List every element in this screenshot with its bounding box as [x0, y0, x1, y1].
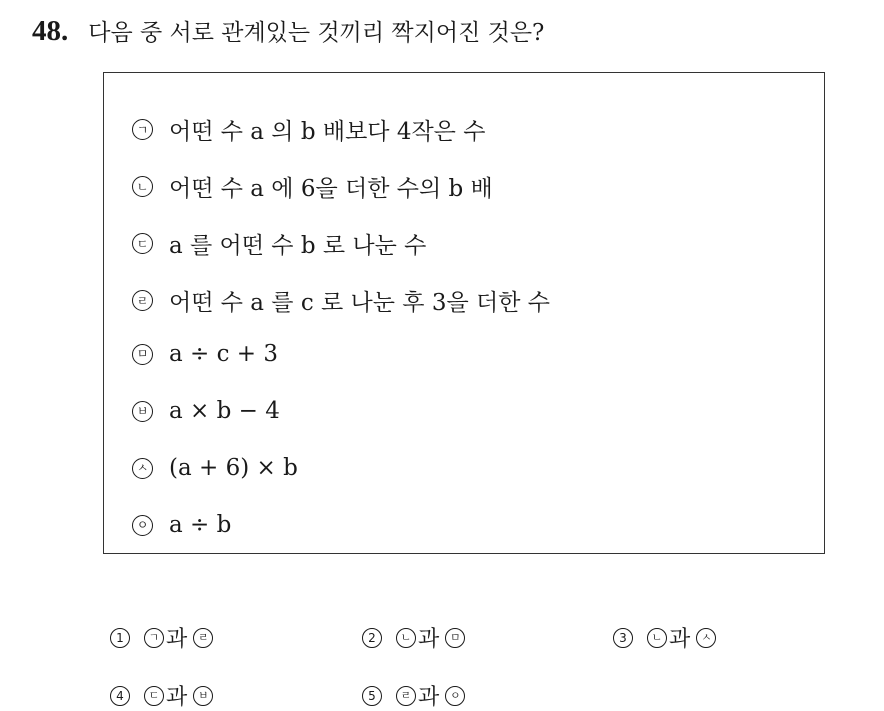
option-number: 5 — [362, 686, 382, 706]
item-marker: ㅅ — [132, 458, 153, 479]
item-text: a 를 어떤 수 b 로 나눈 수 — [169, 233, 427, 259]
option-connector: 과 — [418, 685, 440, 710]
option-marker-second: ㄹ — [193, 628, 213, 648]
option-marker-first: ㄴ — [647, 628, 667, 648]
item-text: 어떤 수 a 의 b 배보다 4작은 수 — [169, 119, 486, 145]
statement-item — [132, 227, 426, 260]
answer-option-4[interactable] — [110, 680, 215, 711]
statement-item — [132, 170, 493, 203]
option-marker-first: ㄱ — [144, 628, 164, 648]
item-marker: ㄴ — [132, 176, 153, 197]
item-text: (a + 6) × b — [169, 455, 298, 481]
item-text: a ÷ c + 3 — [169, 341, 279, 367]
option-marker-second: ㅅ — [696, 628, 716, 648]
item-marker: ㄱ — [132, 119, 153, 140]
option-marker-second: ㅁ — [445, 628, 465, 648]
statement-item — [132, 398, 280, 424]
option-number: 3 — [613, 628, 633, 648]
option-marker-first: ㄷ — [144, 686, 164, 706]
option-number: 4 — [110, 686, 130, 706]
option-connector: 과 — [166, 685, 188, 710]
option-marker-second: ㅂ — [193, 686, 213, 706]
option-number: 2 — [362, 628, 382, 648]
statement-item — [132, 455, 298, 481]
item-marker: ㄷ — [132, 233, 153, 254]
item-text: 어떤 수 a 를 c 로 나눈 후 3을 더한 수 — [169, 290, 550, 316]
answer-option-1[interactable] — [110, 622, 215, 653]
item-marker: ㅇ — [132, 515, 153, 536]
option-marker-second: ㅇ — [445, 686, 465, 706]
item-marker: ㄹ — [132, 290, 153, 311]
answer-option-3[interactable] — [613, 622, 718, 653]
item-marker: ㅁ — [132, 344, 153, 365]
answer-option-5[interactable] — [362, 680, 467, 711]
statement-item — [132, 341, 278, 367]
option-marker-first: ㄹ — [396, 686, 416, 706]
item-marker: ㅂ — [132, 401, 153, 422]
statement-item — [132, 113, 485, 146]
item-text: 어떤 수 a 에 6을 더한 수의 b 배 — [169, 176, 493, 202]
option-connector: 과 — [669, 627, 691, 652]
statement-item — [132, 284, 550, 317]
answer-option-2[interactable] — [362, 622, 467, 653]
option-connector: 과 — [166, 627, 188, 652]
option-connector: 과 — [418, 627, 440, 652]
question-text: 다음 중 서로 관계있는 것끼리 짝지어진 것은? — [88, 20, 545, 46]
statement-item — [132, 512, 231, 538]
item-text: a × b − 4 — [169, 398, 280, 424]
option-marker-first: ㄴ — [396, 628, 416, 648]
question-header — [32, 14, 544, 48]
item-text: a ÷ b — [169, 512, 232, 538]
statement-box — [103, 72, 825, 554]
question-number: 48. — [32, 15, 69, 47]
option-number: 1 — [110, 628, 130, 648]
